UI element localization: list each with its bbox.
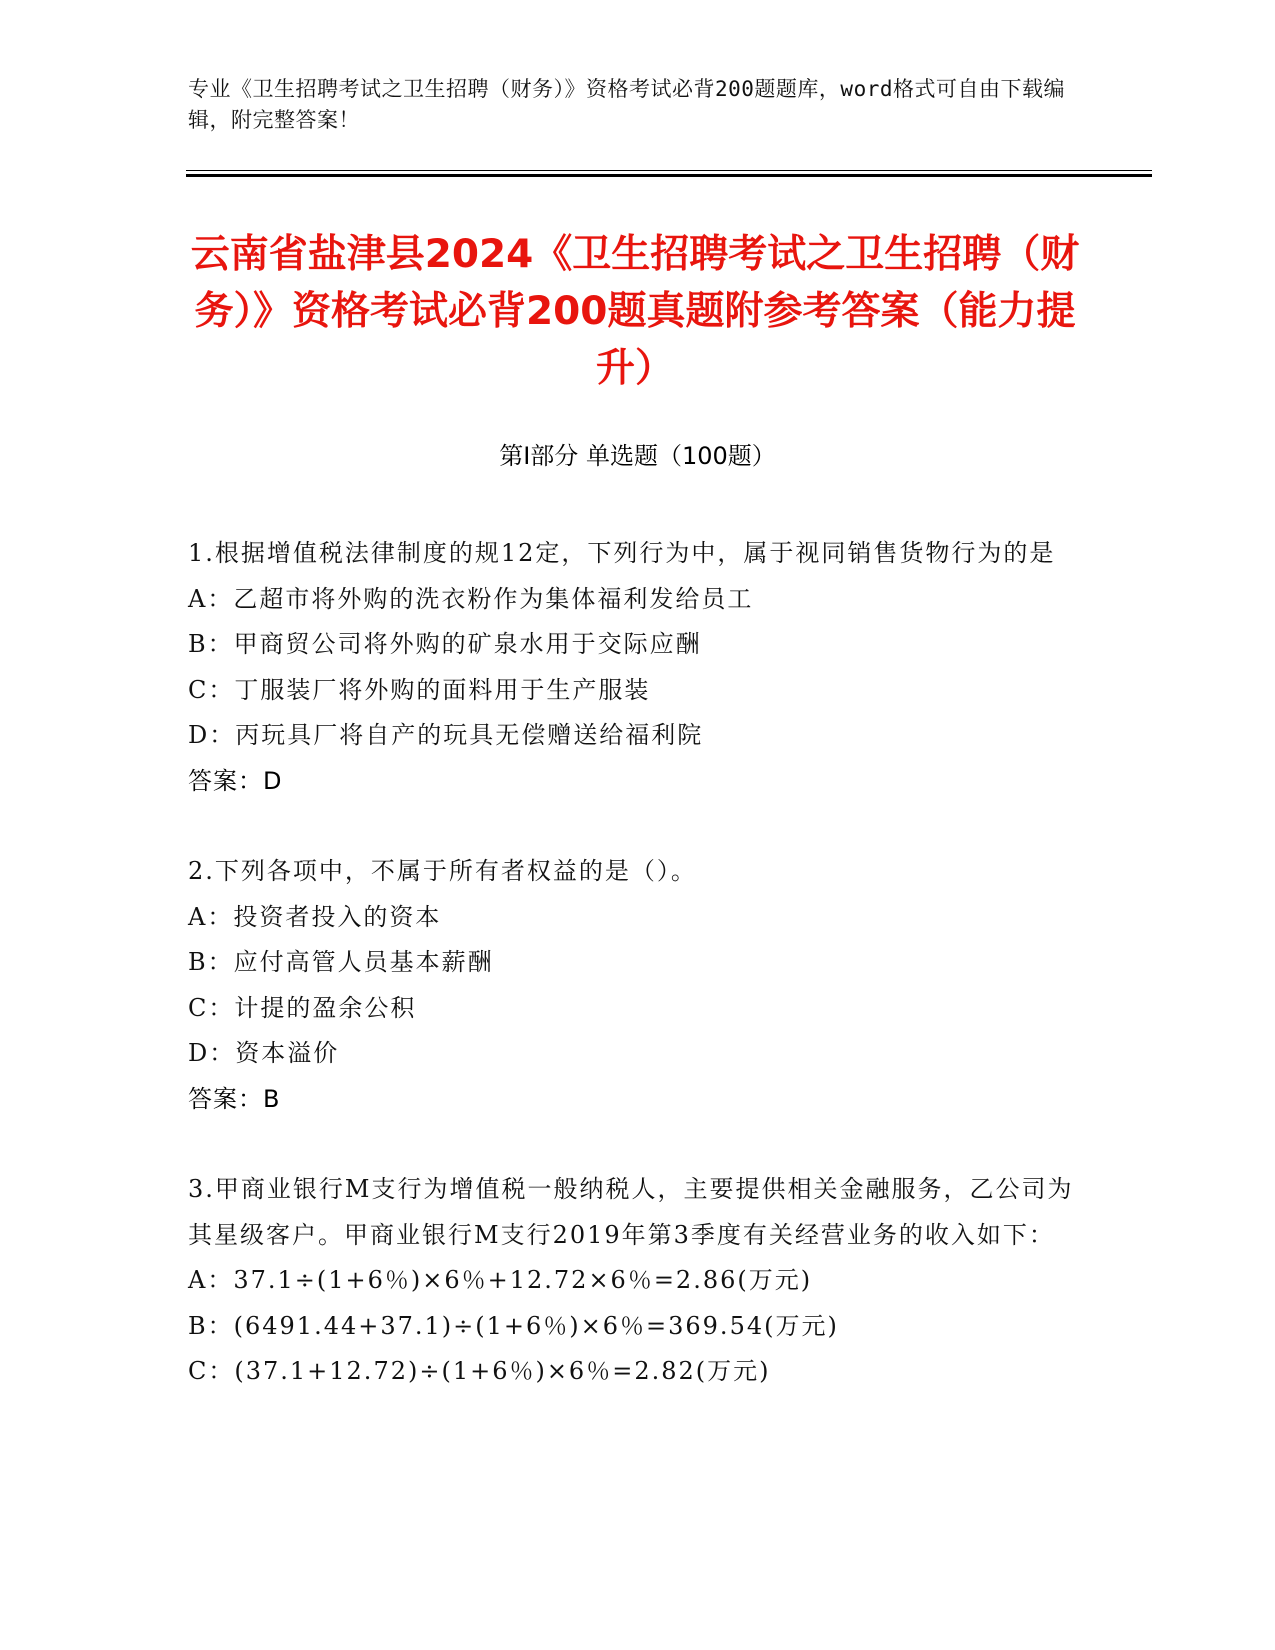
option-a: A：乙超市将外购的洗衣粉作为集体福利发给员工 <box>188 584 754 613</box>
answer: 答案：D <box>188 766 283 795</box>
option-c: C：计提的盈余公积 <box>188 993 417 1022</box>
option-c: C：丁服装厂将外购的面料用于生产服装 <box>188 675 651 704</box>
option-c: C：(37.1+12.72)÷(1+6％)×6％=2.82(万元) <box>188 1357 771 1385</box>
question-1 <box>188 531 1078 804</box>
section-title: 第Ⅰ部分 单选题（100题） <box>499 442 776 470</box>
question-stem: 2.下列各项中，不属于所有者权益的是（）。 <box>188 857 697 885</box>
document-title: 云南省盐津县2024《卫生招聘考试之卫生招聘（财务）》资格考试必背200题真题附参考答案（能力提升） <box>190 232 1080 391</box>
header-divider-thin <box>186 170 1152 171</box>
option-d: D：丙玩具厂将自产的玩具无偿赠送给福利院 <box>188 721 704 749</box>
option-d: D：资本溢价 <box>188 1039 340 1067</box>
header-divider-thick <box>186 174 1152 177</box>
option-a: A：投资者投入的资本 <box>188 902 442 931</box>
option-b: B：甲商贸公司将外购的矿泉水用于交际应酬 <box>188 630 702 658</box>
question-list <box>188 531 1078 1440</box>
question-2 <box>188 849 1078 1122</box>
header-note: 专业《卫生招聘考试之卫生招聘（财务）》资格考试必背200题题库，word格式可自由下载编辑，附完整答案！ <box>188 77 1065 132</box>
option-a: A：37.1÷(1+6％)×6％+12.72×6％=2.86(万元) <box>188 1266 813 1294</box>
option-b: B：(6491.44+37.1)÷(1+6％)×6％=369.54(万元) <box>188 1311 839 1340</box>
question-stem: 1.根据增值税法律制度的规12定，下列行为中，属于视同销售货物行为的是 <box>188 539 1056 567</box>
question-3 <box>188 1167 1078 1395</box>
question-stem: 3.甲商业银行M支行为增值税一般纳税人，主要提供相关金融服务，乙公司为其星级客户。甲商业银行M支行2019年第3季度有关经营业务的收入如下： <box>188 1175 1074 1249</box>
option-b: B：应付高管人员基本薪酬 <box>188 948 494 976</box>
answer: 答案：B <box>188 1084 281 1113</box>
